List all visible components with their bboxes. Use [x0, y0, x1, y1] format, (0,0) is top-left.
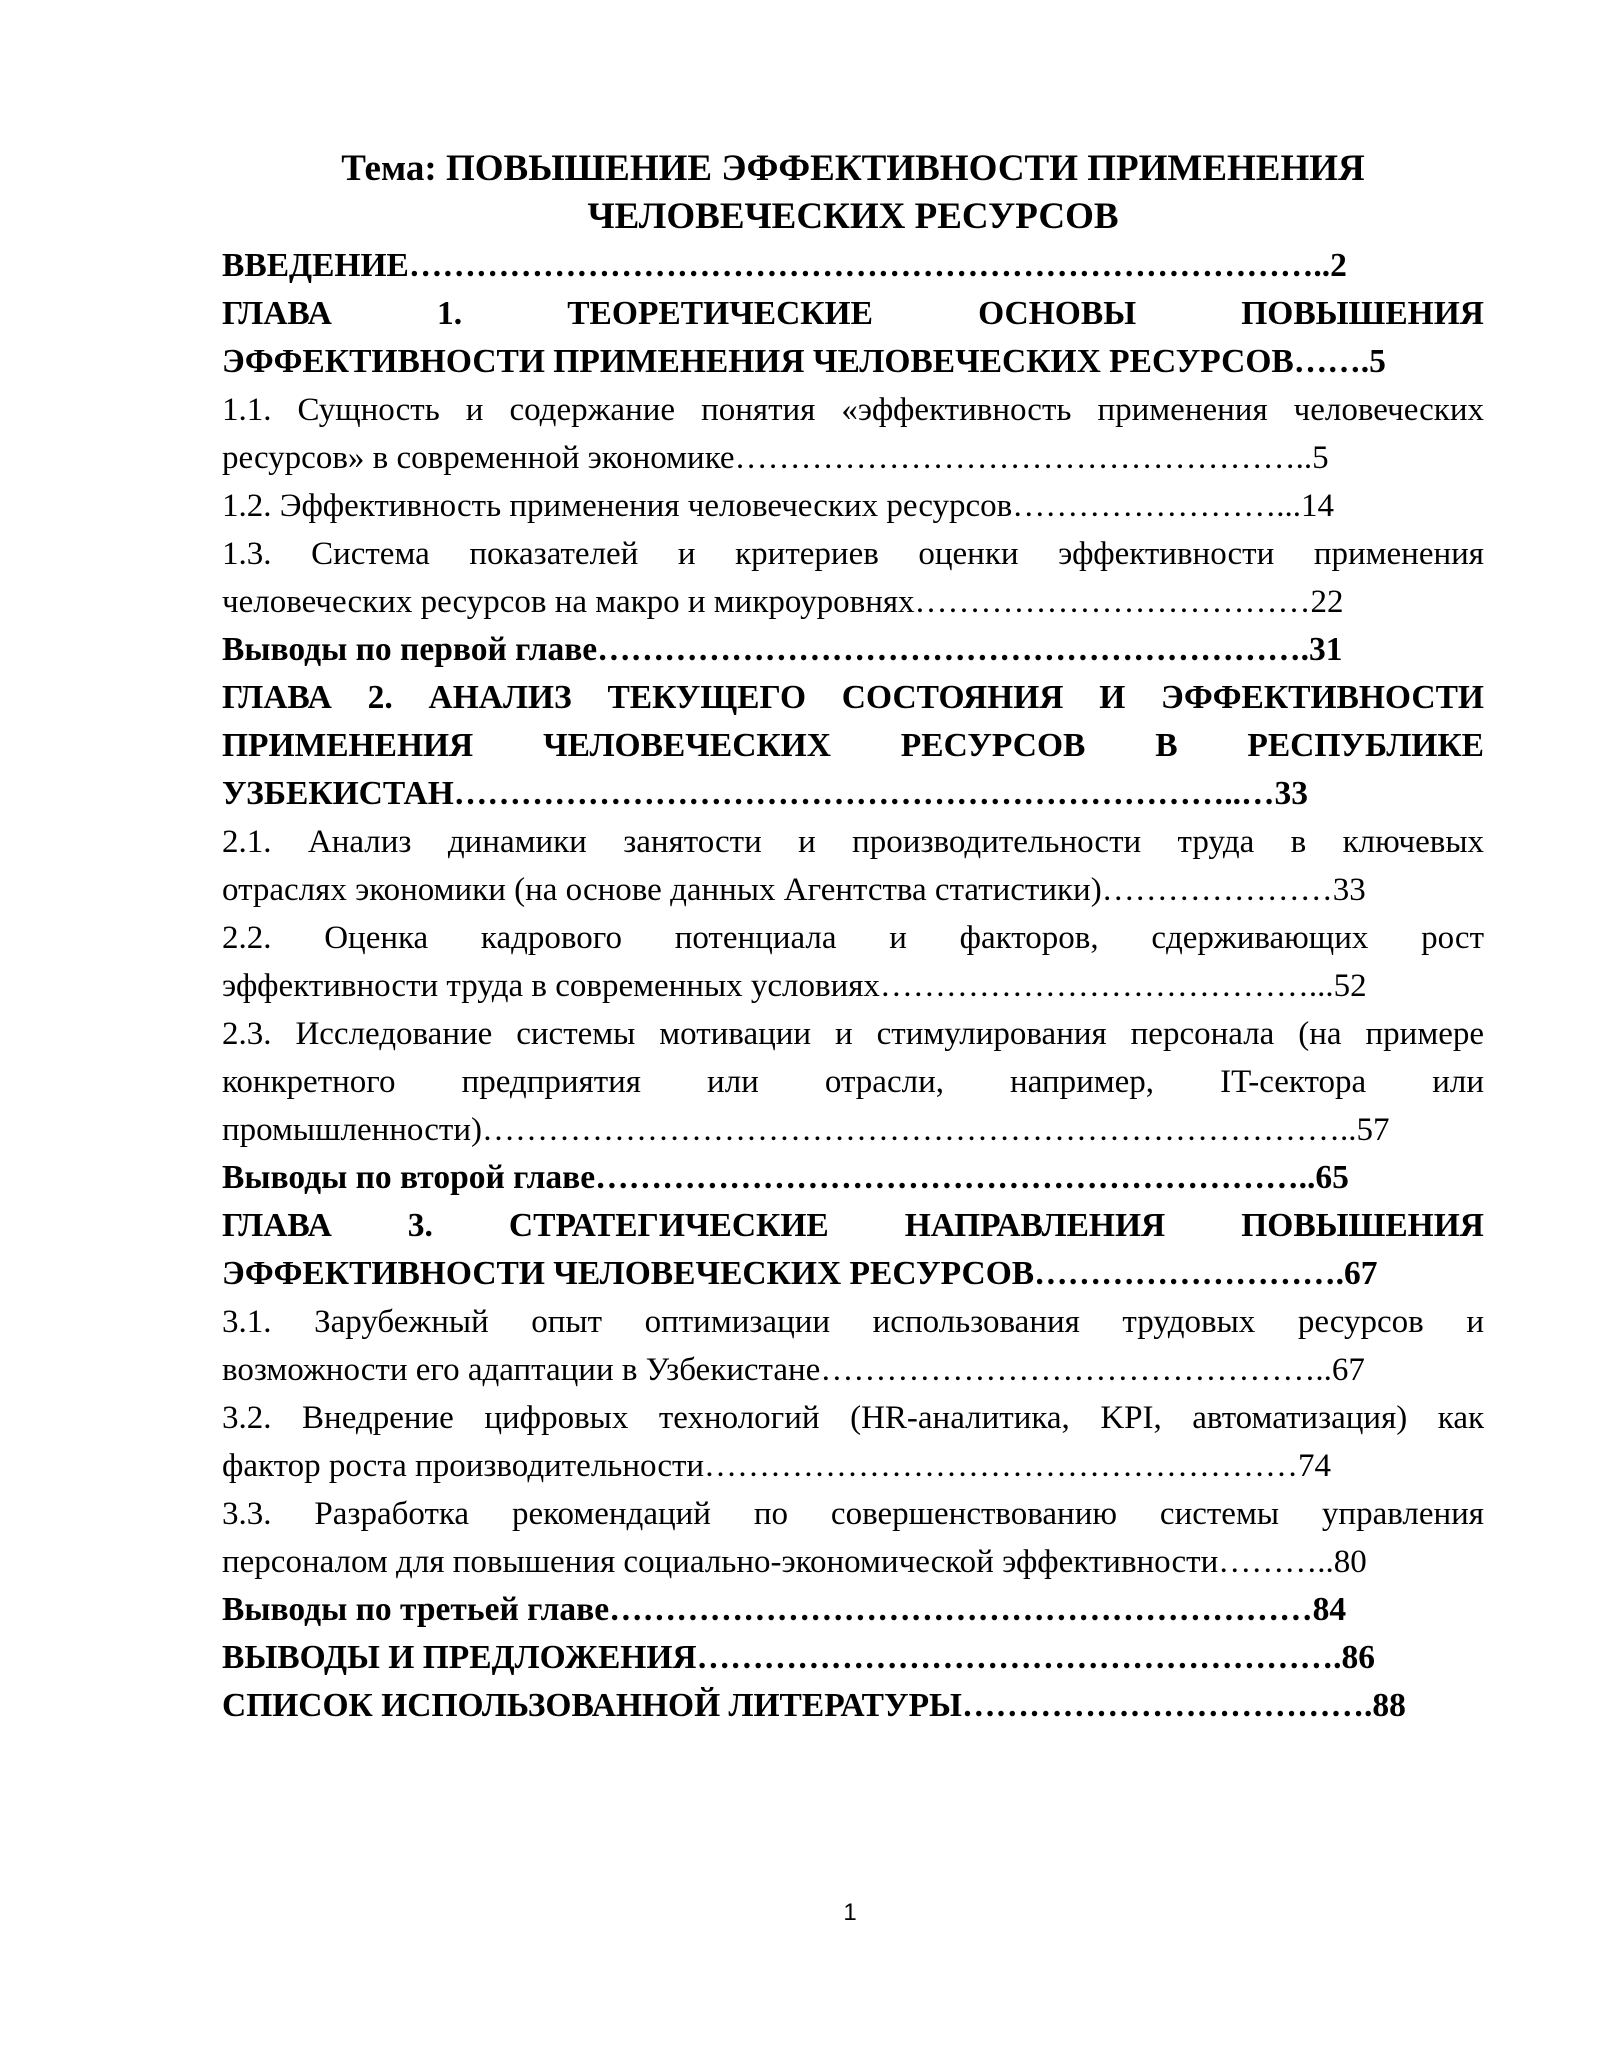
toc-chapter-1-heading-cont: ЭФФЕКТИВНОСТИ ПРИМЕНЕНИЯ ЧЕЛОВЕЧЕСКИХ РЕСУРСОВ…….5 — [222, 343, 1386, 380]
toc-section-2-3-end: промышленности)……………………………………………………………………..57 — [222, 1112, 1390, 1148]
toc-conclusions-chapter-2: Выводы по второй главе………………………………………………………..65 — [222, 1159, 1349, 1196]
toc-section-1-1: 1.1. Сущность и содержание понятия «эффективность применения человеческих — [222, 392, 1484, 428]
toc-section-1-1-cont: ресурсов» в современной экономике……………………………………………..5 — [222, 440, 1329, 476]
toc-conclusions-chapter-3: Выводы по третьей главе………………………………………………………84 — [222, 1591, 1347, 1628]
toc-chapter-3-heading-cont: ЭФФЕКТИВНОСТИ ЧЕЛОВЕЧЕСКИХ РЕСУРСОВ……………………….67 — [222, 1255, 1378, 1292]
toc-chapter-2-heading-end: УЗБЕКИСТАН……………………………………………………………..…33 — [222, 775, 1309, 812]
toc-section-3-2-cont: фактор роста производительности………………………………………………74 — [222, 1448, 1332, 1484]
toc-references: СПИСОК ИСПОЛЬЗОВАННОЙ ЛИТЕРАТУРЫ……………………………….88 — [222, 1687, 1406, 1724]
toc-chapter-3-heading: ГЛАВА 3. СТРАТЕГИЧЕСКИЕ НАПРАВЛЕНИЯ ПОВЫШЕНИЯ — [222, 1207, 1484, 1244]
toc-section-3-2: 3.2. Внедрение цифровых технологий (HR-аналитика, KPI, автоматизация) как — [222, 1400, 1484, 1436]
toc-section-3-3: 3.3. Разработка рекомендаций по совершенствованию системы управления — [222, 1496, 1484, 1532]
toc-section-2-2: 2.2. Оценка кадрового потенциала и факторов, сдерживающих рост — [222, 920, 1484, 956]
toc-conclusions-chapter-1: Выводы по первой главе……………………………………………………….31 — [222, 631, 1343, 668]
toc-section-1-3-cont: человеческих ресурсов на макро и микроуровнях………………………………22 — [222, 584, 1344, 620]
toc-introduction: ВВЕДЕНИЕ………………………………………………………………………..2 — [222, 247, 1347, 284]
toc-section-3-3-cont: персоналом для повышения социально-экономической эффективности………..80 — [222, 1544, 1367, 1580]
page-number: 1 — [843, 1899, 857, 1926]
toc-section-2-3: 2.3. Исследование системы мотивации и стимулирования персонала (на примере — [222, 1016, 1484, 1052]
toc-chapter-1-heading: ГЛАВА 1. ТЕОРЕТИЧЕСКИЕ ОСНОВЫ ПОВЫШЕНИЯ — [222, 295, 1484, 332]
toc-section-3-1: 3.1. Зарубежный опыт оптимизации использования трудовых ресурсов и — [222, 1304, 1484, 1340]
toc-section-3-1-cont: возможности его адаптации в Узбекистане………………………………………..67 — [222, 1352, 1365, 1388]
toc-conclusions-and-proposals: ВЫВОДЫ И ПРЕДЛОЖЕНИЯ………………………………………………….86 — [222, 1639, 1375, 1676]
toc-chapter-2-heading-cont: ПРИМЕНЕНИЯ ЧЕЛОВЕЧЕСКИХ РЕСУРСОВ В РЕСПУБЛИКЕ — [222, 727, 1484, 764]
toc-section-2-1-cont: отраслях экономики (на основе данных Агентства статистики)…………………33 — [222, 872, 1366, 908]
toc-section-2-1: 2.1. Анализ динамики занятости и производительности труда в ключевых — [222, 824, 1484, 860]
toc-chapter-2-heading: ГЛАВА 2. АНАЛИЗ ТЕКУЩЕГО СОСТОЯНИЯ И ЭФФЕКТИВНОСТИ — [222, 679, 1484, 716]
toc-section-1-3: 1.3. Система показателей и критериев оценки эффективности применения — [222, 536, 1484, 572]
toc-section-2-2-cont: эффективности труда в современных условиях…………………………………...52 — [222, 968, 1367, 1004]
title-line-2: ЧЕЛОВЕЧЕСКИХ РЕСУРСОВ — [587, 196, 1119, 237]
toc-section-1-2: 1.2. Эффективность применения человеческих ресурсов……………………...14 — [222, 488, 1335, 524]
title-line-1: Тема: ПОВЫШЕНИЕ ЭФФЕКТИВНОСТИ ПРИМЕНЕНИЯ — [341, 148, 1365, 189]
toc-section-2-3-cont: конкретного предприятия или отрасли, например, IT-сектора или — [222, 1064, 1484, 1100]
